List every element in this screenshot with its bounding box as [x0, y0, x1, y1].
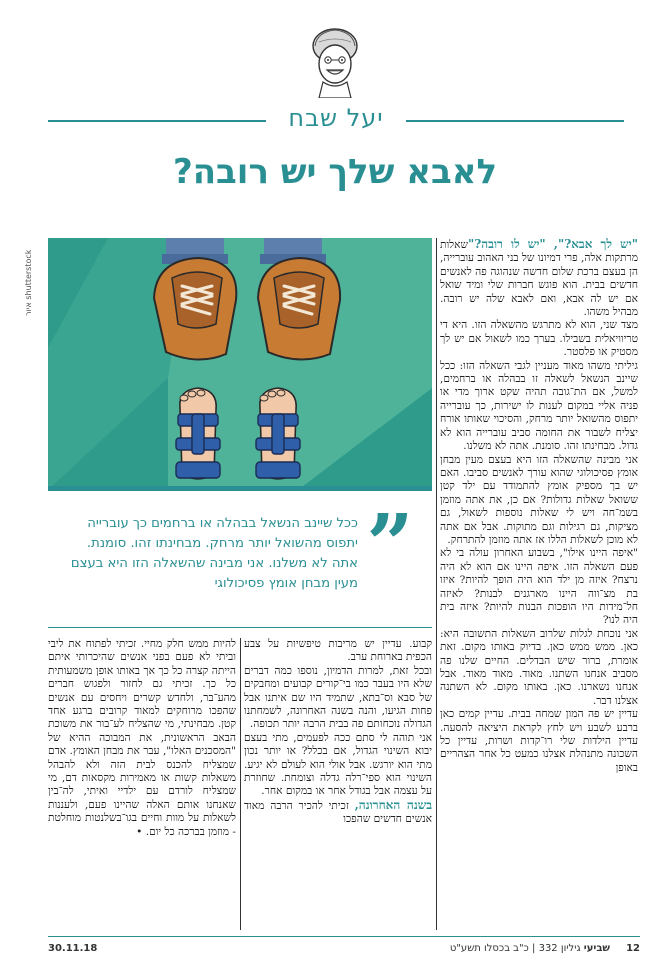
- author-avatar: [305, 24, 365, 98]
- article-left-text: להיות ממש חלק מחיי. זכיתי לפתוח את ליבי וביתי לא פעם בפני אנשים שהיכרותי איתם הייתה קצרה כל כך אך באותו אופן משמעותית כל כך. זכיתי גם לחזור ולפגוש חברים מהע־בר, ולחדש קשרים ויחסים עם אנשים שהפכו מרוחקים למאוד קרובים ברגע אחד קטן. מבחינתי, מי שהצליח לע־בור את משוכת הבאב הראשונית, את המבוכה ההיא של "המסכנים האלו", עבר את מבחן האומץ. אדם שמצליח להכנס לבית הזה ולא להבהל משאלות קשות או מאמירות מקסאות דם, מי שמצליח לורדם עם ילדיי ואיתי, לה־בין שאנחנו אותם האלה שהיינו פעם, ולעננות לשאלות על מוות וחיים בגו־בשלנטות מוחלטת - מוזמן בברכה כל יום. •: [48, 638, 236, 838]
- illustration-bottom-rule: [48, 486, 432, 491]
- article-middle-tail: זכיתי להכיר הרבה מאוד אנשים חדשים שהפכו: [244, 799, 432, 826]
- feet-illustration: [48, 238, 432, 490]
- article-column-middle: [244, 638, 432, 928]
- author-rule-left: [48, 120, 266, 122]
- footer-date: 30.11.18: [48, 943, 98, 954]
- quote-mark-icon: ”: [366, 497, 414, 593]
- article-column-left: [48, 638, 236, 928]
- page-footer: [48, 936, 640, 959]
- article-lead: "יש לך אבא?", "יש לו רובה?": [468, 238, 638, 251]
- pull-quote-rule: [48, 627, 432, 628]
- column-divider-right: [436, 238, 437, 930]
- footer-publication-info: שביעי גיליון 332 | כ"ב בכסלו תשע"ט: [449, 943, 610, 954]
- article-subhead: בשנה האחרונה,: [354, 797, 432, 812]
- article-headline: לאבא שלך יש רובה?: [172, 152, 498, 192]
- image-credit: shutterstock איור: [24, 250, 33, 317]
- author-rule-right: [406, 120, 624, 122]
- author-row: [48, 104, 624, 138]
- publication-name: שביעי: [583, 943, 610, 954]
- page-number: 12: [626, 943, 640, 954]
- hebrew-date: כ"ב בכסלו תשע"ט: [449, 943, 529, 954]
- author-name: יעל שבח: [288, 104, 384, 132]
- pull-quote: ככל שיינב הנשאל בבהלה או ברחמים כך עוברייה יתפוס מהשואל יותר מרחק. מבחינתו זהו. סומנת. אתה לא משלנו. אני מבינה שהשאלה הזו היא בעצם מעין מבחן אומץ פסיכולוגי: [70, 516, 358, 591]
- article-right-text: שאלות מרתקות אלה, פרי דמיונו של בני האהוב עוברייה, הן בעצם ברכת שלום חדשה שנהוגה פה לאנשים חדשים בבית. הוא פוגש חברות שלי ומיד שואל אם יש לה אבא, ואם לאבא שלה יש רובה. מבהיל משהו. מצד שני, הוא לא מתרגש מהשאלה הזו. היא די טריוויאלית בשבילו. בערך כמו לשאול אם יש לך מסטיק או פלסטר. גיליתי משהו מאוד מעניין לגבי השאלה הזו: ככל שיינב הנשאל לשאלה זו בבהלה או ברחמים, למשל, אם הת־גובה תהיה שקט ארוך מדי או פניה אליי במקום לענות לו ישירות, כך עוברייה יתפוס מהשואל יותר מרחק, והסיכוי שאותו אורח יצליח לשבור את החומה סביב עוברייה הוא לא גדול. מבחינתו זהו. סומנת. אתה לא משלנו. אני מבינה שהשאלה הזו היא בעצם מעין מבחן אומץ פסיכולוגי שהוא עורך לאנשים סביבו. האם יש בך מספיק אומץ להתמודד עם ילד קטן ששואל שאלות גדולות? אם כן, את אתה מוזמן בשמ־חה ויש לי שאלות נוספות לשאול, גם מציקות, גם רגילות וגם מתוקות. אבל אם אתה לא מוכן לשאלות הללו אז אתה מוזמן להתרחק. "איפה היינו אילו", בשבוע האחרון עולה בי לא פעם השאלה הזו. איפה היינו אם הוא לא היה נרצח? איזה מן ילד הוא היה הופך להיות? איזו בת מצ־ווה היינו מארגנים לבנות? לאיזה חל־מידות היו הופכות הבנות להיות? איזה בית היה לנו? אני נוכחת לגלות שלרוב השאלות התשובה היא: כאן. ממש ממש כאן. בדיוק באותו מקום. זאת אומרת, ברור שיש הבדלים. החיים שלנו פה מסביב אנחנו השתנו. מאוד. מאוד מאוד. אבל אנחנו נשארנו. כאן. באותו מקום. לא השתנה אצלנו דבר. עדיין יש פה המון שמחה בבית. עדיין קמים כאן ברבע לשבע ויש לחץ לקראת היציאה להסעה. עדיין הילדות שלי רו־קדות ושרות, עדיין כל השכונה מתנהלת אצלנו כמעט כל אחר הצהריים באופן: [440, 239, 638, 774]
- article-middle-text: קבוע. עדיין יש מריבות טיפשיות על צבע הכפית בארוחת ערב. ובכל זאת, למרות הדמיון, נוספו כמה דברים שלא היו בעבר כמו בי־קורים קבועים ומחבקים של סבא וס־בתא, שתמיד היו שם איתנו אבל פחות הגיעו, והנה בשנה האחרונה, לשמחתנו הגדולה נוכחותם פה בבית הרבה יותר תכופה. אני תוהה לי סתם ככה לפעמים, מתי בעצם יבוא השינוי הגדול, אם בכלל? או יותר נכון מתי הוא יורגש. אבל אולי הוא לעולם לא יגיע. השינוי הוא ספי־רלה גדלה וצומחת. שחוזרת על עצמה אבל בגודל אחר או במקום אחר.: [244, 638, 432, 798]
- issue-number: גיליון 332: [538, 943, 581, 954]
- column-divider-left: [240, 638, 241, 930]
- article-column-right: [440, 238, 638, 928]
